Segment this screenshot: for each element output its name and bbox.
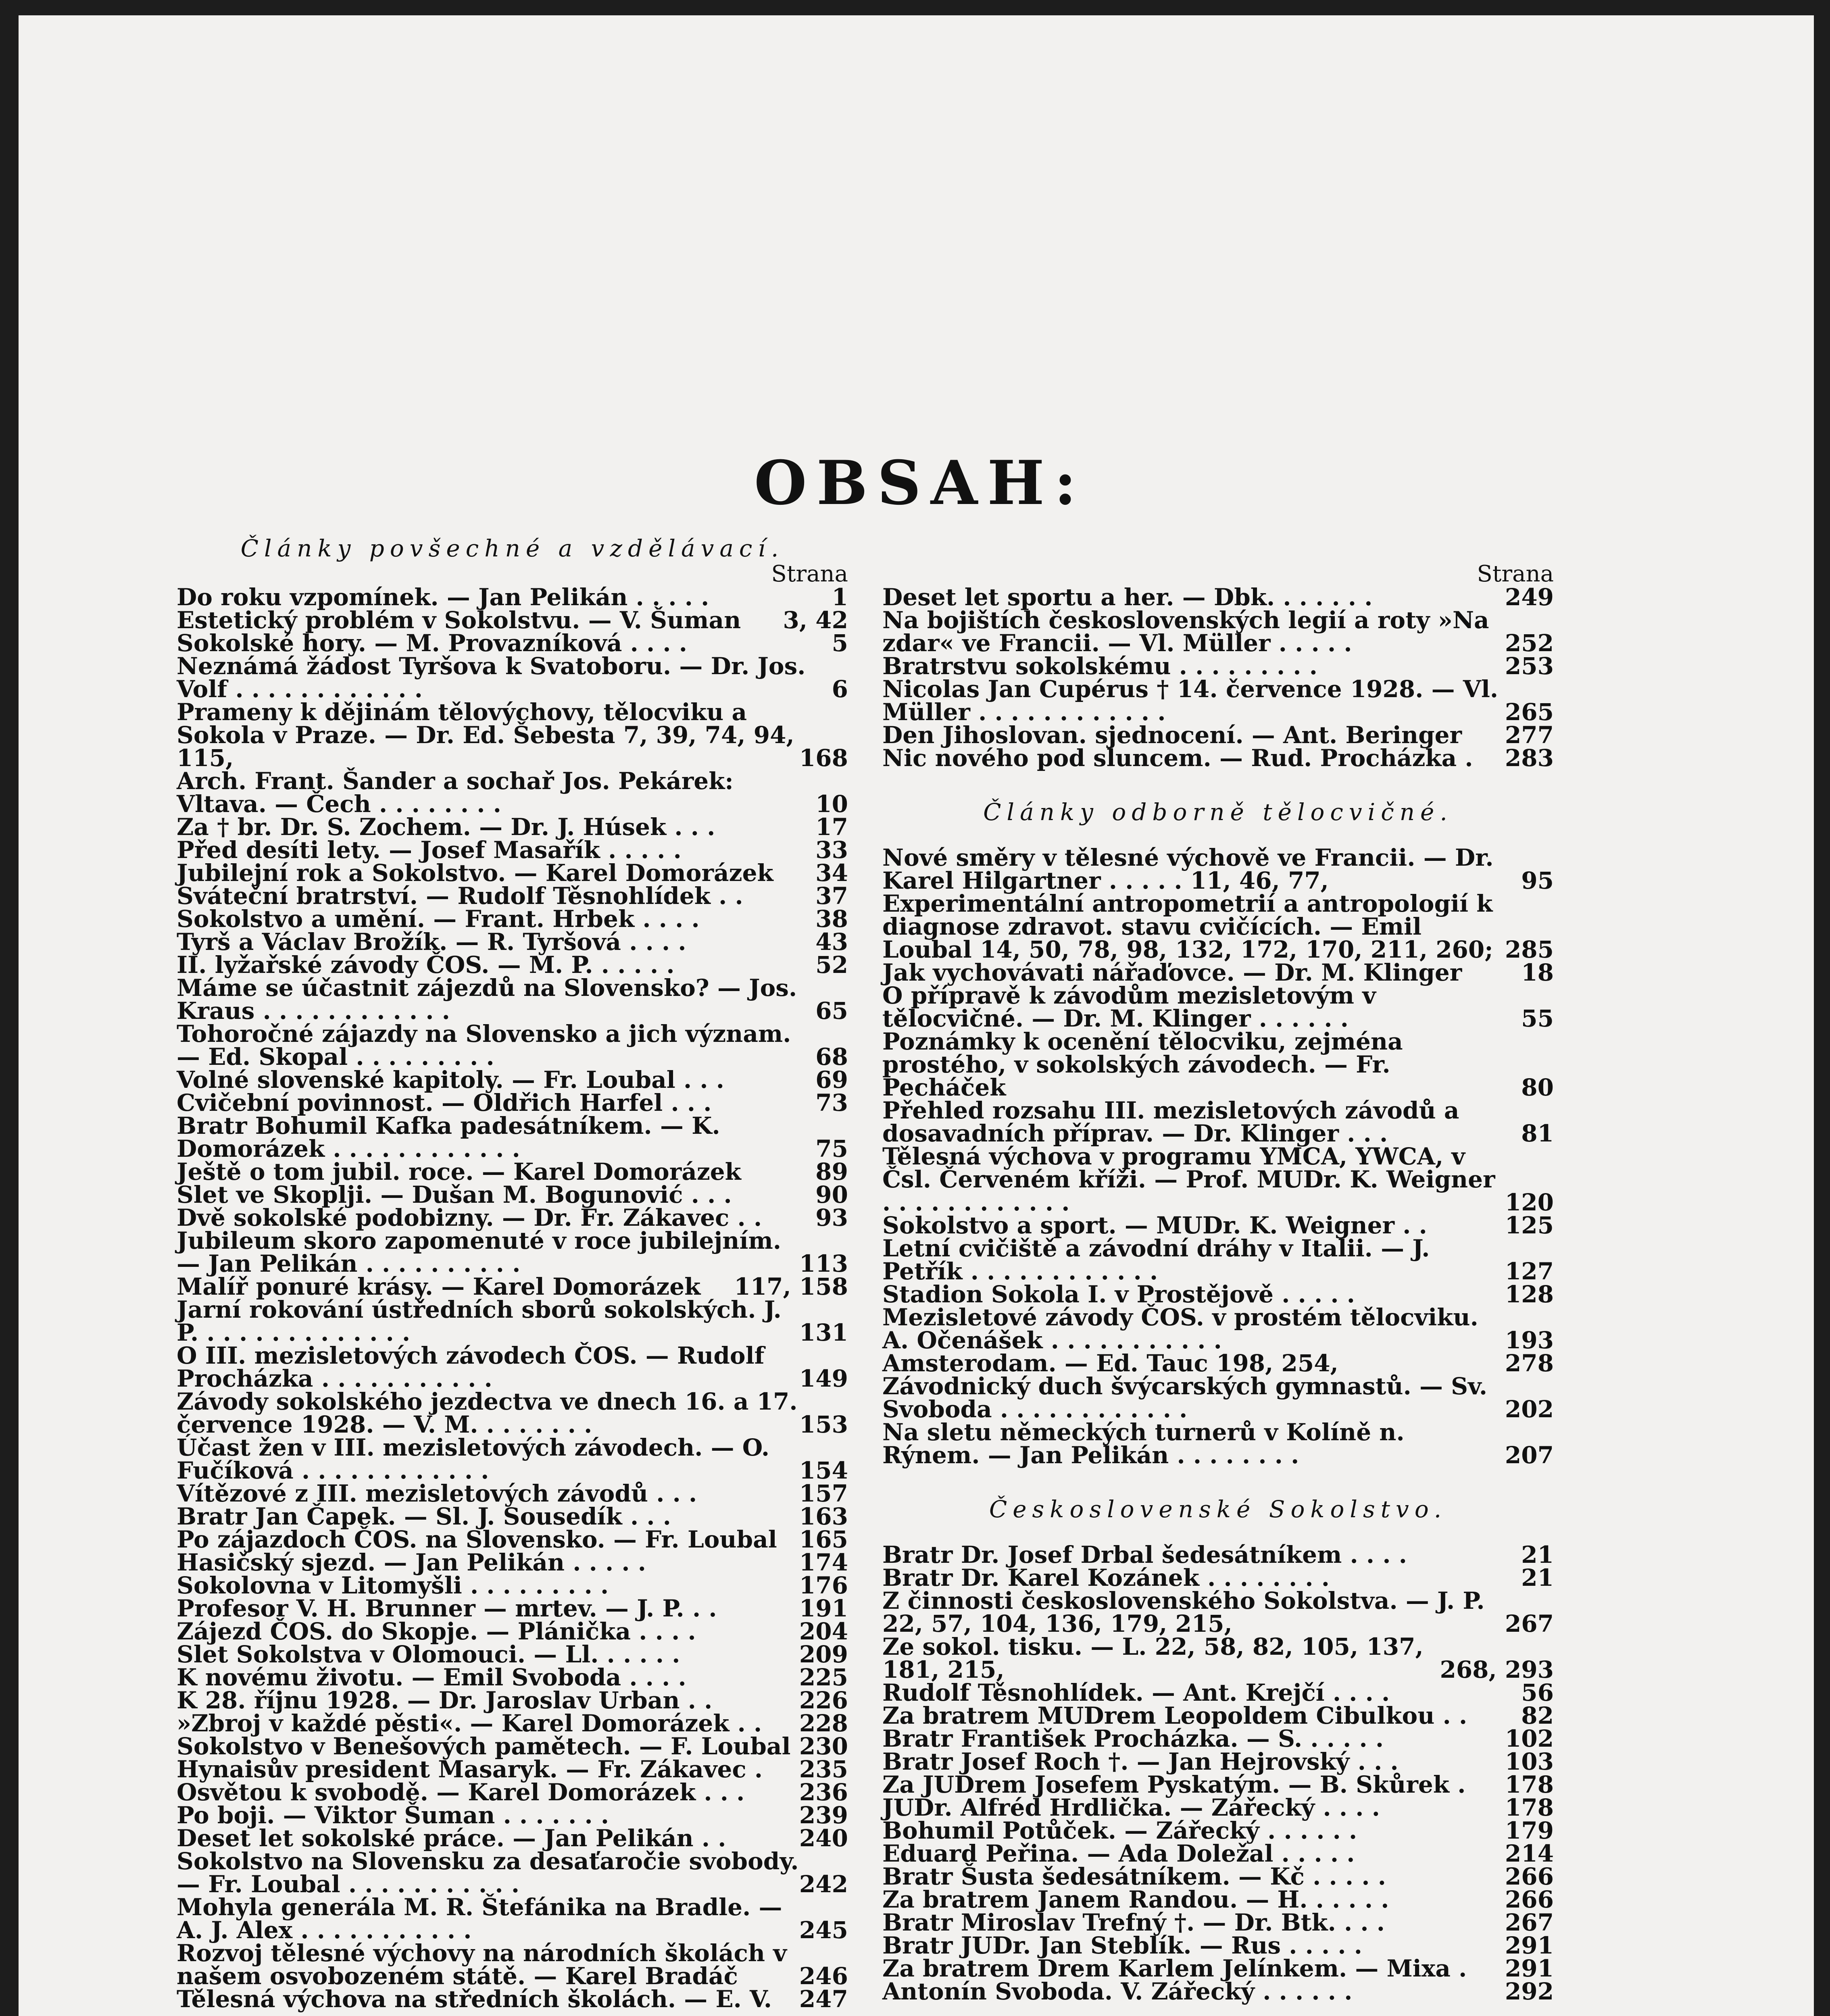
- toc-entry-title: Nic nového pod sluncem. — Rud. Procházka .: [882, 744, 1473, 772]
- toc-entry-title: Tyrš a Václav Brožík. — R. Tyršová . . . .: [177, 928, 686, 956]
- toc-entry-page: 5: [832, 629, 848, 657]
- toc-entry: [882, 1283, 1554, 1306]
- toc-entry-page: 168: [799, 744, 848, 772]
- toc-entry-title: Za bratrem Janem Randou. — H. . . . . .: [882, 1886, 1389, 1913]
- toc-entry: [177, 1643, 848, 1666]
- toc-entry-title: O III. mezisletových závodech ČOS. — Rudolf Procházka . . . . . . . . . . .: [177, 1342, 773, 1392]
- toc-entry-page: 266: [1505, 1863, 1554, 1890]
- toc-entry-page: 285: [1505, 936, 1554, 963]
- toc-entry-page: 267: [1505, 1909, 1554, 1936]
- toc-entry: [882, 1704, 1554, 1727]
- toc-entry-page: 18: [1521, 959, 1554, 986]
- toc-entry-title: Bratr Šusta šedesátníkem. — Kč . . . . .: [882, 1863, 1386, 1890]
- toc-entry: [177, 836, 848, 864]
- toc-entry-title: Bratr Jan Čapek. — Sl. J. Sousedík . . .: [177, 1503, 671, 1530]
- toc-entry-title: Máme se účastnit zájezdů na Slovensko? — Jos. Kraus . . . . . . . . . . . .: [177, 974, 805, 1025]
- toc-entry: [177, 928, 848, 956]
- toc-entry-title: Mezisletové závody ČOS. v prostém tělocviku. A. Očenášek . . . . . . . . . . .: [882, 1304, 1486, 1354]
- toc-entry: [177, 1206, 848, 1229]
- toc-entry: [882, 1099, 1554, 1145]
- toc-entry: [882, 583, 1554, 611]
- toc-entry: [177, 951, 848, 979]
- toc-entry-title: Bohumil Potůček. — Zářecký . . . . . .: [882, 1817, 1357, 1844]
- toc-entry-title: Na bojištích československých legií a roty »Na zdar« ve Francii. — Vl. Müller . . . . .: [882, 606, 1497, 657]
- toc-entry-title: Dvě sokolské podobizny. — Dr. Fr. Zákavec . .: [177, 1204, 762, 1231]
- toc-entry: [177, 583, 848, 611]
- toc-entry-title: Stadion Sokola I. v Prostějově . . . . .: [882, 1281, 1355, 1308]
- toc-entry: [882, 1566, 1554, 1589]
- toc-entry: [882, 1750, 1554, 1773]
- toc-entry-page: 89: [815, 1158, 848, 1185]
- toc-entry-title: Tohoročné zájazdy na Slovensko a jich význam. — Ed. Skopal . . . . . . . . .: [177, 1020, 799, 1070]
- toc-entry: [882, 1306, 1554, 1352]
- toc-entry-title: Letní cvičiště a závodní dráhy v Italii. — J. Petřík . . . . . . . . . . . .: [882, 1235, 1438, 1285]
- toc-entry-title: Bratrstvu sokolskému . . . . . . . . .: [882, 652, 1318, 680]
- toc-entry: [177, 1160, 848, 1183]
- toc-entry: [177, 652, 848, 703]
- left-column: [177, 534, 848, 2011]
- toc-entry-title: Sokolovna v Litomyšli . . . . . . . . .: [177, 1572, 609, 1599]
- toc-entry-page: 278: [1505, 1350, 1554, 1377]
- toc-entry: [177, 1183, 848, 1206]
- scan-edge-left: [0, 0, 19, 2016]
- toc-entry-page: 165: [799, 1526, 848, 1553]
- toc-entry-page: 90: [815, 1181, 848, 1208]
- toc-entry: [882, 1819, 1554, 1842]
- toc-entry-page: 6: [832, 675, 848, 703]
- toc-entry-title: Bratr Josef Roch †. — Jan Hejrovský . . .: [882, 1748, 1399, 1775]
- toc-entry-page: 17: [815, 813, 848, 841]
- toc-entry-page: 242: [799, 1870, 848, 1898]
- toc-entry: [882, 744, 1554, 772]
- toc-entry-page: 95: [1521, 867, 1554, 894]
- toc-entry-title: II. lyžařské závody ČOS. — M. P. . . . . .: [177, 951, 675, 979]
- toc-entry: [177, 859, 848, 887]
- toc-entry: [882, 892, 1554, 961]
- toc-entry-page: 283: [1505, 744, 1554, 772]
- toc-entry-page: 73: [815, 1089, 848, 1116]
- strana-label-left: Strana: [771, 561, 848, 587]
- toc-entry-title: Závody sokolského jezdectva ve dnech 16. a 17. července 1928. — V. M. . . . . . . .: [177, 1388, 806, 1438]
- toc-entry-title: Za JUDrem Josefem Pyskatým. — B. Skůrek .: [882, 1771, 1466, 1798]
- toc-entry-title: Účast žen v III. mezisletových závodech. — O. Fučíková . . . . . . . . . . . .: [177, 1434, 778, 1484]
- toc-entry-title: Den Jihoslovan. sjednocení. — Ant. Beringer: [882, 721, 1462, 749]
- toc-entry-page: 113: [799, 1250, 848, 1277]
- toc-entry: [882, 1589, 1554, 1635]
- toc-entry-title: Deset let sokolské práce. — Jan Pelikán . .: [177, 1824, 726, 1852]
- toc-entry-title: Tělesná výchova na středních školách. — E. V.: [177, 1985, 772, 2013]
- toc-entry: [177, 1091, 848, 1114]
- toc-entry: [882, 652, 1554, 680]
- toc-entry-page: 21: [1521, 1564, 1554, 1591]
- toc-entry-page: 239: [799, 1801, 848, 1829]
- toc-entry-title: Závodnický duch švýcarských gymnastů. — Sv. Svoboda . . . . . . . . . . . .: [882, 1372, 1496, 1423]
- toc-entry: [177, 1528, 848, 1551]
- toc-entry-title: Volné slovenské kapitoly. — Fr. Loubal . . .: [177, 1066, 724, 1093]
- toc-entry-title: O přípravě k závodům mezisletovým v tělocvičné. — Dr. M. Klinger . . . . . .: [882, 982, 1384, 1032]
- toc-entry-page: 209: [799, 1641, 848, 1668]
- toc-entry: [177, 1847, 848, 1898]
- toc-entry: [882, 1352, 1554, 1375]
- toc-entry: [177, 1229, 848, 1275]
- toc-entry: [177, 1344, 848, 1390]
- toc-entry-page: 93: [815, 1204, 848, 1231]
- toc-entry-page: 38: [815, 905, 848, 933]
- toc-entry: [177, 1620, 848, 1643]
- toc-entry-page: 178: [1505, 1771, 1554, 1798]
- toc-entry-title: Jubileum skoro zapomenuté v roce jubilejním. — Jan Pelikán . . . . . . . . . .: [177, 1227, 790, 1277]
- toc-entry-title: Vítězové z III. mezisletových závodů . . .: [177, 1480, 697, 1507]
- toc-entry: [177, 1574, 848, 1597]
- toc-entry: [177, 1758, 848, 1781]
- toc-entry-title: Osvětou k svobodě. — Karel Domorázek . . .: [177, 1779, 745, 1806]
- toc-entry-title: Zájezd ČOS. do Skopje. — Plánička . . . .: [177, 1618, 696, 1645]
- toc-entry-page: 252: [1505, 629, 1554, 657]
- toc-entry: [177, 1114, 848, 1160]
- scan-edge-top: [0, 0, 1830, 15]
- right-entry-list-general: [882, 583, 1554, 772]
- toc-entry-title: Profesor V. H. Brunner — mrtev. — J. P. . .: [177, 1595, 717, 1622]
- strana-label-right: Strana: [1477, 561, 1554, 587]
- toc-entry-title: Za bratrem Drem Karlem Jelínkem. — Mixa .: [882, 1955, 1467, 1982]
- toc-entry-page: 191: [799, 1595, 848, 1622]
- toc-entry: [177, 698, 848, 772]
- toc-entry-title: JUDr. Alfréd Hrdlička. — Zářecký . . . .: [882, 1794, 1380, 1821]
- toc-entry-page: 247: [799, 1985, 848, 2013]
- toc-entry-title: Mohyla generála M. R. Štefánika na Bradle. — A. J. Alex . . . . . . . . . . .: [177, 1893, 790, 1944]
- toc-entry: [177, 606, 848, 634]
- toc-entry: [177, 1275, 848, 1298]
- toc-entry: [177, 1735, 848, 1758]
- toc-entry-page: 34: [815, 859, 848, 887]
- toc-entry-title: Před desíti lety. — Josef Masařík . . . . .: [177, 836, 682, 864]
- toc-entry-page: 10: [815, 790, 848, 818]
- toc-entry-page: 68: [815, 1043, 848, 1070]
- toc-entry-title: Experimentální antropometrií a antropologií k diagnose zdravot. stavu cvičících. — Emil Loubal 14, 50, 78, 98, 132, 172, 170, 211, 260;: [882, 890, 1501, 963]
- toc-entry-page: 277: [1505, 721, 1554, 749]
- toc-entry-page: 52: [815, 951, 848, 979]
- toc-entry-page: 127: [1505, 1258, 1554, 1285]
- toc-entry-page: 240: [799, 1824, 848, 1852]
- toc-entry-page: 37: [815, 882, 848, 910]
- toc-entry-title: Deset let sportu a her. — Dbk. . . . . . .: [882, 583, 1373, 611]
- toc-entry-page: 154: [799, 1457, 848, 1484]
- toc-entry-page: 226: [799, 1687, 848, 1714]
- toc-entry: [882, 1773, 1554, 1796]
- toc-entry-title: Hynaisův president Masaryk. — Fr. Zákavec .: [177, 1756, 763, 1783]
- toc-entry-page: 246: [799, 1962, 848, 1990]
- toc-entry-title: Sokolské hory. — M. Provazníková . . . .: [177, 629, 688, 657]
- toc-entry-page: 267: [1505, 1610, 1554, 1637]
- toc-entry: [882, 846, 1554, 892]
- toc-entry: [177, 1666, 848, 1689]
- toc-entry: [882, 1796, 1554, 1819]
- toc-entry-page: 102: [1505, 1725, 1554, 1752]
- section-gap: [882, 1467, 1554, 1495]
- toc-entry-page: 69: [815, 1066, 848, 1093]
- toc-entry-page: 291: [1505, 1932, 1554, 1959]
- toc-entry-page: 125: [1505, 1212, 1554, 1239]
- toc-entry: [177, 1689, 848, 1712]
- toc-entry-title: Jarní rokování ústředních sborů sokolských. J. P. . . . . . . . . . . . . .: [177, 1296, 790, 1346]
- toc-entry: [882, 1957, 1554, 1980]
- toc-entry-page: 1: [832, 583, 848, 611]
- toc-entry-page: 179: [1505, 1817, 1554, 1844]
- toc-entry-page: 176: [799, 1572, 848, 1599]
- toc-entry-page: 153: [799, 1411, 848, 1438]
- toc-entry-title: Neznámá žádost Tyršova k Svatoboru. — Dr. Jos. Volf . . . . . . . . . . . .: [177, 652, 814, 703]
- toc-entry: [882, 1418, 1554, 1469]
- toc-entry-title: Estetický problém v Sokolstvu. — V. Šuman: [177, 606, 741, 634]
- toc-entry-page: 128: [1505, 1281, 1554, 1308]
- toc-entry-title: Antonín Svoboda. V. Zářecký . . . . . .: [882, 1978, 1353, 2005]
- toc-entry: [882, 1888, 1554, 1911]
- toc-entry-title: Bratr František Procházka. — S. . . . . .: [882, 1725, 1384, 1752]
- toc-entry-title: Ještě o tom jubil. roce. — Karel Domorázek: [177, 1158, 741, 1185]
- toc-entry: [177, 882, 848, 910]
- toc-entry-title: Malíř ponuré krásy. — Karel Domorázek: [177, 1273, 701, 1300]
- toc-entry-title: Arch. Frant. Šander a sochař Jos. Pekárek: Vltava. — Čech . . . . . . . .: [177, 767, 742, 818]
- toc-entry-page: 33: [815, 836, 848, 864]
- toc-entry-page: 82: [1521, 1702, 1554, 1729]
- toc-entry-title: Cvičební povinnost. — Oldřich Harfel . . .: [177, 1089, 712, 1116]
- toc-entry-page: 75: [815, 1135, 848, 1162]
- toc-entry-title: »Zbroj v každé pěsti«. — Karel Domorázek . .: [177, 1710, 762, 1737]
- section-title-sokolstvo: Československé Sokolstvo.: [989, 1495, 1447, 1523]
- toc-entry-page: 235: [799, 1756, 848, 1783]
- toc-entry: [177, 1482, 848, 1505]
- toc-entry: [882, 1980, 1554, 2003]
- toc-entry: [882, 1911, 1554, 1934]
- toc-entry-title: Slet ve Skoplji. — Dušan M. Bogunović . . .: [177, 1181, 732, 1208]
- toc-entry-title: Bratr JUDr. Jan Steblík. — Rus . . . . .: [882, 1932, 1362, 1959]
- toc-entry: [177, 813, 848, 841]
- toc-entry-page: 174: [799, 1549, 848, 1576]
- toc-entry: [177, 1893, 848, 1944]
- toc-entry-page: 230: [799, 1733, 848, 1760]
- toc-entry-title: Sokolstvo v Benešových pamětech. — F. Loubal: [177, 1733, 791, 1760]
- toc-entry-title: Prameny k dějinám tělovýchovy, tělocviku a Sokola v Praze. — Dr. Ed. Šebesta 7, 39, 74, 94, 115,: [177, 698, 802, 772]
- toc-entry-page: 265: [1505, 698, 1554, 726]
- toc-entry-title: Po zájazdoch ČOS. na Slovensko. — Fr. Loubal: [177, 1526, 777, 1553]
- toc-entry-title: Nicolas Jan Cupérus † 14. července 1928. — Vl. Müller . . . . . . . . . . . .: [882, 675, 1507, 726]
- toc-entry-page: 103: [1505, 1748, 1554, 1775]
- toc-entry-page: 228: [799, 1710, 848, 1737]
- section-gap: [882, 770, 1554, 798]
- toc-entry-title: Slet Sokolstva v Olomouci. — Ll. . . . . .: [177, 1641, 680, 1668]
- toc-entry: [882, 1727, 1554, 1750]
- toc-entry-title: Sváteční bratrství. — Rudolf Těsnohlídek . .: [177, 882, 743, 910]
- toc-entry: [882, 1842, 1554, 1865]
- page-title: OBSAH:: [754, 448, 1086, 519]
- toc-entry-title: Sokolstvo a umění. — Frant. Hrbek . . . .: [177, 905, 700, 933]
- toc-entry: [177, 767, 848, 818]
- toc-entry-title: Ze sokol. tisku. — L. 22, 58, 82, 105, 137, 181, 215,: [882, 1633, 1432, 1683]
- left-entry-list: [177, 583, 848, 2013]
- section-gap: [882, 826, 1554, 846]
- toc-entry-page: 204: [799, 1618, 848, 1645]
- toc-entry-title: Hasičský sjezd. — Jan Pelikán . . . . .: [177, 1549, 646, 1576]
- toc-entry-title: Na sletu německých turnerů v Kolíně n. Rýnem. — Jan Pelikán . . . . . . . .: [882, 1418, 1413, 1469]
- toc-entry: [882, 1145, 1554, 1214]
- toc-entry-page: 149: [799, 1365, 848, 1392]
- toc-entry-title: Bratr Dr. Josef Drbal šedesátníkem . . . .: [882, 1541, 1407, 1568]
- toc-entry: [882, 1372, 1554, 1423]
- toc-entry: [177, 1712, 848, 1735]
- toc-entry: [882, 1681, 1554, 1704]
- toc-entry-title: Jak vychovávati nářaďovce. — Dr. M. Klinger: [882, 959, 1462, 986]
- toc-entry: [882, 1030, 1554, 1099]
- toc-entry-page: 80: [1521, 1074, 1554, 1101]
- toc-entry-title: K novému životu. — Emil Svoboda . . . .: [177, 1664, 686, 1691]
- toc-entry-page: 120: [1505, 1189, 1554, 1216]
- section-title-technical: Články odborně tělocvičné.: [983, 798, 1453, 826]
- toc-entry-title: Sokolstvo na Slovensku za desaťaročie svobody. — Fr. Loubal . . . . . . . . . . .: [177, 1847, 807, 1898]
- toc-entry-title: Za bratrem MUDrem Leopoldem Cibulkou . .: [882, 1702, 1467, 1729]
- right-entry-list-technical: [882, 846, 1554, 1467]
- toc-entry-page: 202: [1505, 1395, 1554, 1423]
- toc-entry: [882, 675, 1554, 726]
- toc-entry-title: Z činnosti československého Sokolstva. — J. P. 22, 57, 104, 136, 179, 215,: [882, 1587, 1493, 1637]
- toc-entry: [882, 1237, 1554, 1283]
- toc-entry: [177, 1068, 848, 1091]
- toc-entry: [882, 1635, 1554, 1681]
- scan-edge-right: [1814, 0, 1830, 2016]
- toc-entry: [882, 984, 1554, 1030]
- toc-entry-title: Nové směry v tělesné výchově ve Francii. — Dr. Karel Hilgartner . . . . . 11, 46, 77,: [882, 844, 1502, 894]
- toc-entry: [177, 1298, 848, 1344]
- toc-entry: [882, 606, 1554, 657]
- section-gap: [882, 1523, 1554, 1543]
- toc-entry-page: 253: [1505, 652, 1554, 680]
- toc-entry-page: 157: [799, 1480, 848, 1507]
- toc-entry: [177, 1390, 848, 1436]
- toc-entry-title: Poznámky k ocenění tělocviku, zejména prostého, v sokolských závodech. — Fr. Pecháček: [882, 1028, 1411, 1101]
- toc-entry-page: 56: [1521, 1679, 1554, 1706]
- toc-entry: [177, 629, 848, 657]
- toc-entry-page: 268, 293: [1440, 1656, 1554, 1683]
- toc-entry-page: 81: [1521, 1120, 1554, 1147]
- toc-entry-title: Bratr Bohumil Kafka padesátníkem. — K. Domorázek . . . . . . . . . . . .: [177, 1112, 728, 1162]
- toc-entry-page: 21: [1521, 1541, 1554, 1568]
- toc-entry-title: Za † br. Dr. S. Zochem. — Dr. J. Húsek . . .: [177, 813, 715, 841]
- toc-entry: [177, 974, 848, 1025]
- toc-entry: [177, 1985, 848, 2013]
- right-column: [882, 534, 1554, 2003]
- toc-entry-title: Jubilejní rok a Sokolstvo. — Karel Domorázek: [177, 859, 773, 887]
- toc-entry: [177, 1939, 848, 1990]
- toc-entry: [882, 1934, 1554, 1957]
- toc-entry: [882, 1543, 1554, 1566]
- toc-entry-title: Tělesná výchova v programu YMCA, YWCA, v Čsl. Červeném kříži. — Prof. MUDr. K. Weigner . . . . . . . . . . . .: [882, 1143, 1503, 1216]
- toc-entry-page: 43: [815, 928, 848, 956]
- toc-entry-title: Bratr Miroslav Trefný †. — Dr. Btk. . . .: [882, 1909, 1385, 1936]
- toc-entry-page: 236: [799, 1779, 848, 1806]
- toc-entry-title: Do roku vzpomínek. — Jan Pelikán . . . . .: [177, 583, 709, 611]
- toc-entry-title: K 28. říjnu 1928. — Dr. Jaroslav Urban . .: [177, 1687, 713, 1714]
- toc-entry: [177, 1597, 848, 1620]
- toc-entry-title: Rudolf Těsnohlídek. — Ant. Krejčí . . . .: [882, 1679, 1390, 1706]
- toc-entry: [882, 961, 1554, 984]
- right-entry-list-sokolstvo: [882, 1543, 1554, 2003]
- toc-entry-page: 65: [815, 997, 848, 1025]
- toc-entry-page: 249: [1505, 583, 1554, 611]
- toc-entry-title: Bratr Dr. Karel Kozánek . . . . . . . .: [882, 1564, 1330, 1591]
- toc-entry: [177, 1020, 848, 1070]
- toc-entry-page: 266: [1505, 1886, 1554, 1913]
- toc-entry: [882, 1214, 1554, 1237]
- section-title-general: Články povšechné a vzdělávací.: [240, 535, 784, 562]
- toc-entry-page: 207: [1505, 1441, 1554, 1469]
- toc-entry-page: 131: [799, 1319, 848, 1346]
- toc-entry: [177, 1781, 848, 1804]
- toc-entry-page: 55: [1521, 1005, 1554, 1032]
- toc-entry: [177, 1436, 848, 1482]
- toc-entry-title: Amsterodam. — Ed. Tauc 198, 254,: [882, 1350, 1338, 1377]
- toc-entry-title: Přehled rozsahu III. mezisletových závodů a dosavadních příprav. — Dr. Klinger . . .: [882, 1097, 1467, 1147]
- toc-entry-page: 245: [799, 1916, 848, 1944]
- toc-entry-title: Rozvoj tělesné výchovy na národních školách v našem osvobozeném státě. — Karel Bradáč: [177, 1939, 795, 1990]
- toc-entry-page: 163: [799, 1503, 848, 1530]
- toc-entry-page: 178: [1505, 1794, 1554, 1821]
- toc-entry: [177, 1801, 848, 1829]
- toc-entry: [882, 721, 1554, 749]
- toc-entry-page: 193: [1505, 1327, 1554, 1354]
- toc-entry: [882, 1865, 1554, 1888]
- toc-entry-page: 3, 42: [783, 606, 848, 634]
- toc-entry-title: Po boji. — Viktor Šuman . . . . . . .: [177, 1801, 609, 1829]
- toc-entry-page: 292: [1505, 1978, 1554, 2005]
- toc-entry: [177, 1824, 848, 1852]
- toc-entry-page: 291: [1505, 1955, 1554, 1982]
- toc-entry-page: 214: [1505, 1840, 1554, 1867]
- toc-entry: [177, 905, 848, 933]
- toc-entry-title: Sokolstvo a sport. — MUDr. K. Weigner . .: [882, 1212, 1427, 1239]
- toc-entry-title: Eduard Peřina. — Ada Doležal . . . . .: [882, 1840, 1355, 1867]
- toc-entry: [177, 1505, 848, 1528]
- toc-entry-page: 225: [799, 1664, 848, 1691]
- toc-entry: [177, 1551, 848, 1574]
- toc-entry-page: 117, 158: [734, 1273, 848, 1300]
